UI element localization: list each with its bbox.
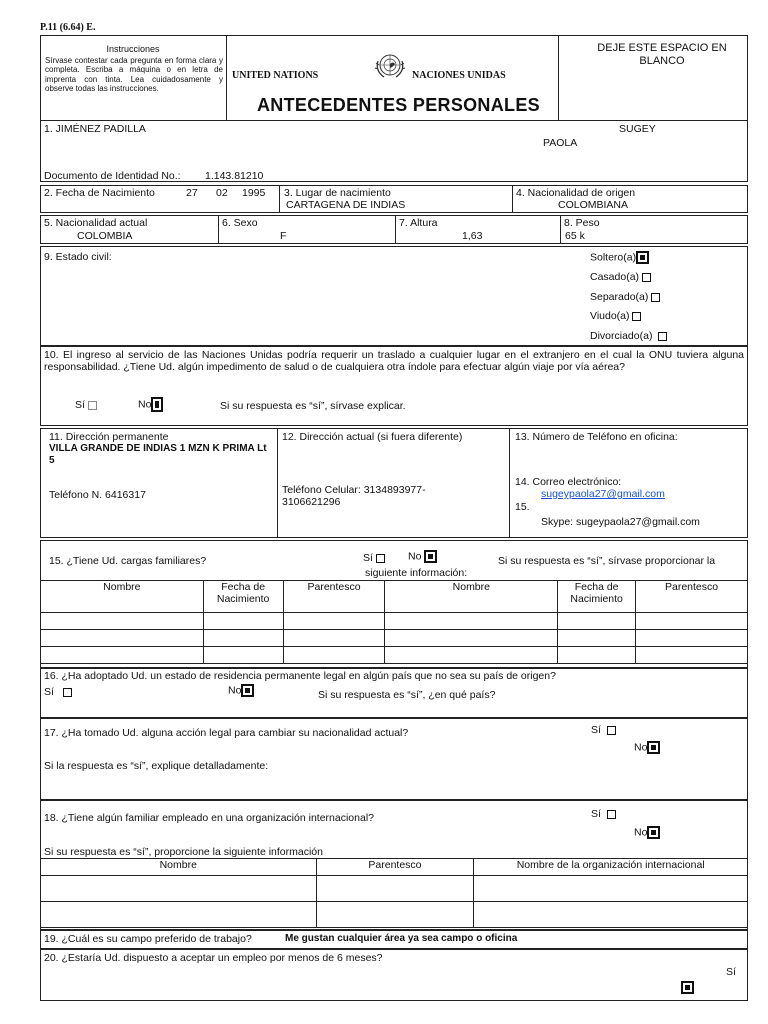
checkbox-icon[interactable] bbox=[651, 293, 660, 302]
q14-email-link[interactable]: sugeypaola27@gmail.com bbox=[541, 488, 665, 500]
q18-question: 18. ¿Tiene algún familiar empleado en una organización internacional? bbox=[44, 812, 374, 824]
q3-label: 3. Lugar de nacimiento bbox=[284, 187, 391, 199]
q16-no[interactable]: No bbox=[228, 684, 254, 697]
instructions-text: Sírvase contestar cada pregunta en forma clara y completa. Escriba a máquina o en letra de imprenta con tinta. Lea cuidadosamente y observe todas las instrucciones. bbox=[45, 56, 223, 93]
q1-first-name: SUGEY bbox=[619, 123, 656, 135]
checkbox-icon[interactable] bbox=[63, 688, 72, 697]
q9-option-soltero[interactable]: Soltero(a) bbox=[590, 251, 649, 264]
q9-option-casado[interactable]: Casado(a) bbox=[590, 271, 651, 283]
q15-dependents-table bbox=[40, 580, 748, 664]
q10-explain: Si su respuesta es “sí”, sírvase explicar. bbox=[220, 400, 406, 412]
q15-col-nombre: Nombre bbox=[41, 581, 204, 613]
form-code: P.11 (6.64) E. bbox=[40, 22, 96, 33]
checkbox-icon[interactable] bbox=[607, 810, 616, 819]
q8-value[interactable]: 65 k bbox=[565, 230, 585, 242]
q4-value[interactable]: COLOMBIANA bbox=[558, 199, 629, 211]
q1-second-name: PAOLA bbox=[543, 137, 578, 149]
checkbox-icon[interactable] bbox=[642, 273, 651, 282]
checkbox-checked-icon[interactable] bbox=[424, 550, 437, 563]
checkbox-checked-icon[interactable] bbox=[636, 251, 649, 264]
q4-label: 4. Nacionalidad de origen bbox=[516, 187, 636, 199]
q11-value[interactable]: VILLA GRANDE DE INDIAS 1 MZN K PRIMA Lt 5 bbox=[49, 443, 267, 466]
q5-value[interactable]: COLOMBIA bbox=[77, 230, 133, 242]
q15-question: 15. ¿Tiene Ud. cargas familiares? bbox=[49, 555, 207, 567]
q15-col-parentesco-2: Parentesco bbox=[636, 581, 748, 613]
q9-option-divorciado[interactable]: Divorciado(a) bbox=[590, 330, 667, 342]
table-row[interactable] bbox=[41, 876, 748, 902]
q15-note: Si su respuesta es “sí”, sírvase proporcionar la bbox=[498, 555, 716, 567]
org-name-es: NACIONES UNIDAS bbox=[412, 70, 506, 81]
q2-year[interactable]: 1995 bbox=[242, 187, 266, 199]
q10-yes[interactable]: Sí bbox=[75, 399, 97, 411]
q18-relatives-table bbox=[40, 858, 748, 928]
q15-col-nombre-2: Nombre bbox=[385, 581, 558, 613]
checkbox-checked-icon[interactable] bbox=[647, 741, 660, 754]
q8-label: 8. Peso bbox=[564, 217, 600, 229]
checkbox-checked-icon[interactable] bbox=[241, 684, 254, 697]
q15-yes[interactable]: Sí bbox=[363, 552, 385, 564]
q12-label: 12. Dirección actual (si fuera diferente) bbox=[282, 431, 463, 443]
q16-note: Si su respuesta es “sí”, ¿en qué país? bbox=[318, 689, 496, 701]
q2-month[interactable]: 02 bbox=[216, 187, 228, 199]
q9-option-viudo[interactable]: Viudo(a) bbox=[590, 310, 641, 322]
q10-question: 10. El ingreso al servicio de las Naciones Unidas podría requerir un traslado a cualquier lugar en el extranjero en el cual la ONU tuviera alguna responsabilidad. ¿Tiene Ud. algún impedimento de salud o de cualquiera otra índole para efectuar algún viaje por vía aérea? bbox=[44, 349, 744, 373]
q1-doc-label: Documento de Identidad No.: bbox=[44, 170, 181, 182]
checkbox-icon[interactable] bbox=[88, 401, 97, 410]
q13-label: 13. Número de Teléfono en oficina: bbox=[515, 431, 678, 443]
q14-label: 14. Correo electrónico: bbox=[515, 476, 622, 488]
q18-no[interactable]: No bbox=[634, 826, 660, 839]
q19-question: 19. ¿Cuál es su campo preferido de trabajo? bbox=[44, 933, 252, 945]
q18-yes[interactable]: Sí bbox=[591, 808, 616, 820]
q19-answer[interactable]: Me gustan cualquier área ya sea campo o oficina bbox=[285, 933, 518, 944]
q20-question: 20. ¿Estaría Ud. dispuesto a aceptar un empleo por menos de 6 meses? bbox=[44, 952, 383, 964]
q7-label: 7. Altura bbox=[399, 217, 438, 229]
q9-label: 9. Estado civil: bbox=[44, 251, 112, 263]
q17-no[interactable]: No bbox=[634, 741, 660, 754]
q15b-skype[interactable]: Skype: sugeypaola27@gmail.com bbox=[541, 516, 700, 528]
q1-doc-value[interactable]: 1.143.81210 bbox=[205, 170, 264, 182]
q1-surname: 1. JIMÉNEZ PADILLA bbox=[44, 123, 146, 135]
q3-value[interactable]: CARTAGENA DE INDIAS bbox=[286, 199, 406, 211]
q18-col-nombre: Nombre bbox=[41, 859, 317, 876]
checkbox-icon[interactable] bbox=[376, 554, 385, 563]
q12-phone[interactable]: Teléfono Celular: 3134893977-3106621296 bbox=[282, 484, 426, 508]
q15-col-fecha: Fecha de Nacimiento bbox=[203, 581, 283, 613]
q18-col-parentesco: Parentesco bbox=[316, 859, 474, 876]
un-emblem-icon bbox=[373, 50, 407, 84]
org-name-en: UNITED NATIONS bbox=[232, 70, 319, 81]
q11-label: 11. Dirección permanente bbox=[49, 431, 169, 443]
instructions-title: Instrucciones bbox=[106, 44, 160, 54]
checkbox-checked-icon[interactable] bbox=[681, 981, 694, 994]
q16-question: 16. ¿Ha adoptado Ud. un estado de residencia permanente legal en algún país que no sea su país de origen? bbox=[44, 670, 556, 682]
q15-col-parentesco: Parentesco bbox=[283, 581, 385, 613]
q20-yes-checkbox[interactable] bbox=[681, 981, 694, 994]
checkbox-icon[interactable] bbox=[607, 726, 616, 735]
q20-yes-label: Sí bbox=[726, 966, 736, 978]
q11-phone[interactable]: Teléfono N. 6416317 bbox=[49, 489, 146, 501]
q5-label: 5. Nacionalidad actual bbox=[44, 217, 148, 229]
q15-col-fecha-2: Fecha de Nacimiento bbox=[558, 581, 636, 613]
q6-value[interactable]: F bbox=[280, 230, 287, 242]
checkbox-icon[interactable] bbox=[658, 332, 667, 341]
table-row[interactable] bbox=[41, 630, 748, 647]
table-row[interactable] bbox=[41, 647, 748, 664]
checkbox-icon[interactable] bbox=[632, 312, 641, 321]
table-row[interactable] bbox=[41, 613, 748, 630]
q9-option-separado[interactable]: Separado(a) bbox=[590, 291, 660, 303]
checkbox-checked-icon[interactable] bbox=[647, 826, 660, 839]
checkbox-checked-icon[interactable] bbox=[151, 397, 163, 412]
q2-label: 2. Fecha de Nacimiento bbox=[44, 187, 155, 199]
q10-no[interactable]: No bbox=[138, 397, 163, 412]
q6-label: 6. Sexo bbox=[222, 217, 258, 229]
q17-question: 17. ¿Ha tomado Ud. alguna acción legal para cambiar su nacionalidad actual? bbox=[44, 727, 409, 739]
q18-note: Si su respuesta es “sí”, proporcione la siguiente información bbox=[44, 846, 323, 858]
q15b-label: 15. bbox=[515, 501, 530, 513]
q17-yes[interactable]: Sí bbox=[591, 724, 616, 736]
q15-note2: siguiente información: bbox=[365, 567, 468, 579]
q2-day[interactable]: 27 bbox=[186, 187, 198, 199]
q16-yes[interactable]: Sí bbox=[44, 686, 72, 698]
q17-note: Si la respuesta es “sí”, explique detalladamente: bbox=[44, 760, 269, 772]
q7-value[interactable]: 1,63 bbox=[462, 230, 483, 242]
form-title: ANTECEDENTES PERSONALES bbox=[257, 95, 540, 115]
blank-space-note: DEJE ESTE ESPACIO EN BLANCO bbox=[597, 42, 727, 67]
q15-no[interactable]: No bbox=[408, 550, 437, 563]
table-row[interactable] bbox=[41, 902, 748, 928]
q18-col-organizacion: Nombre de la organización internacional bbox=[474, 859, 748, 876]
